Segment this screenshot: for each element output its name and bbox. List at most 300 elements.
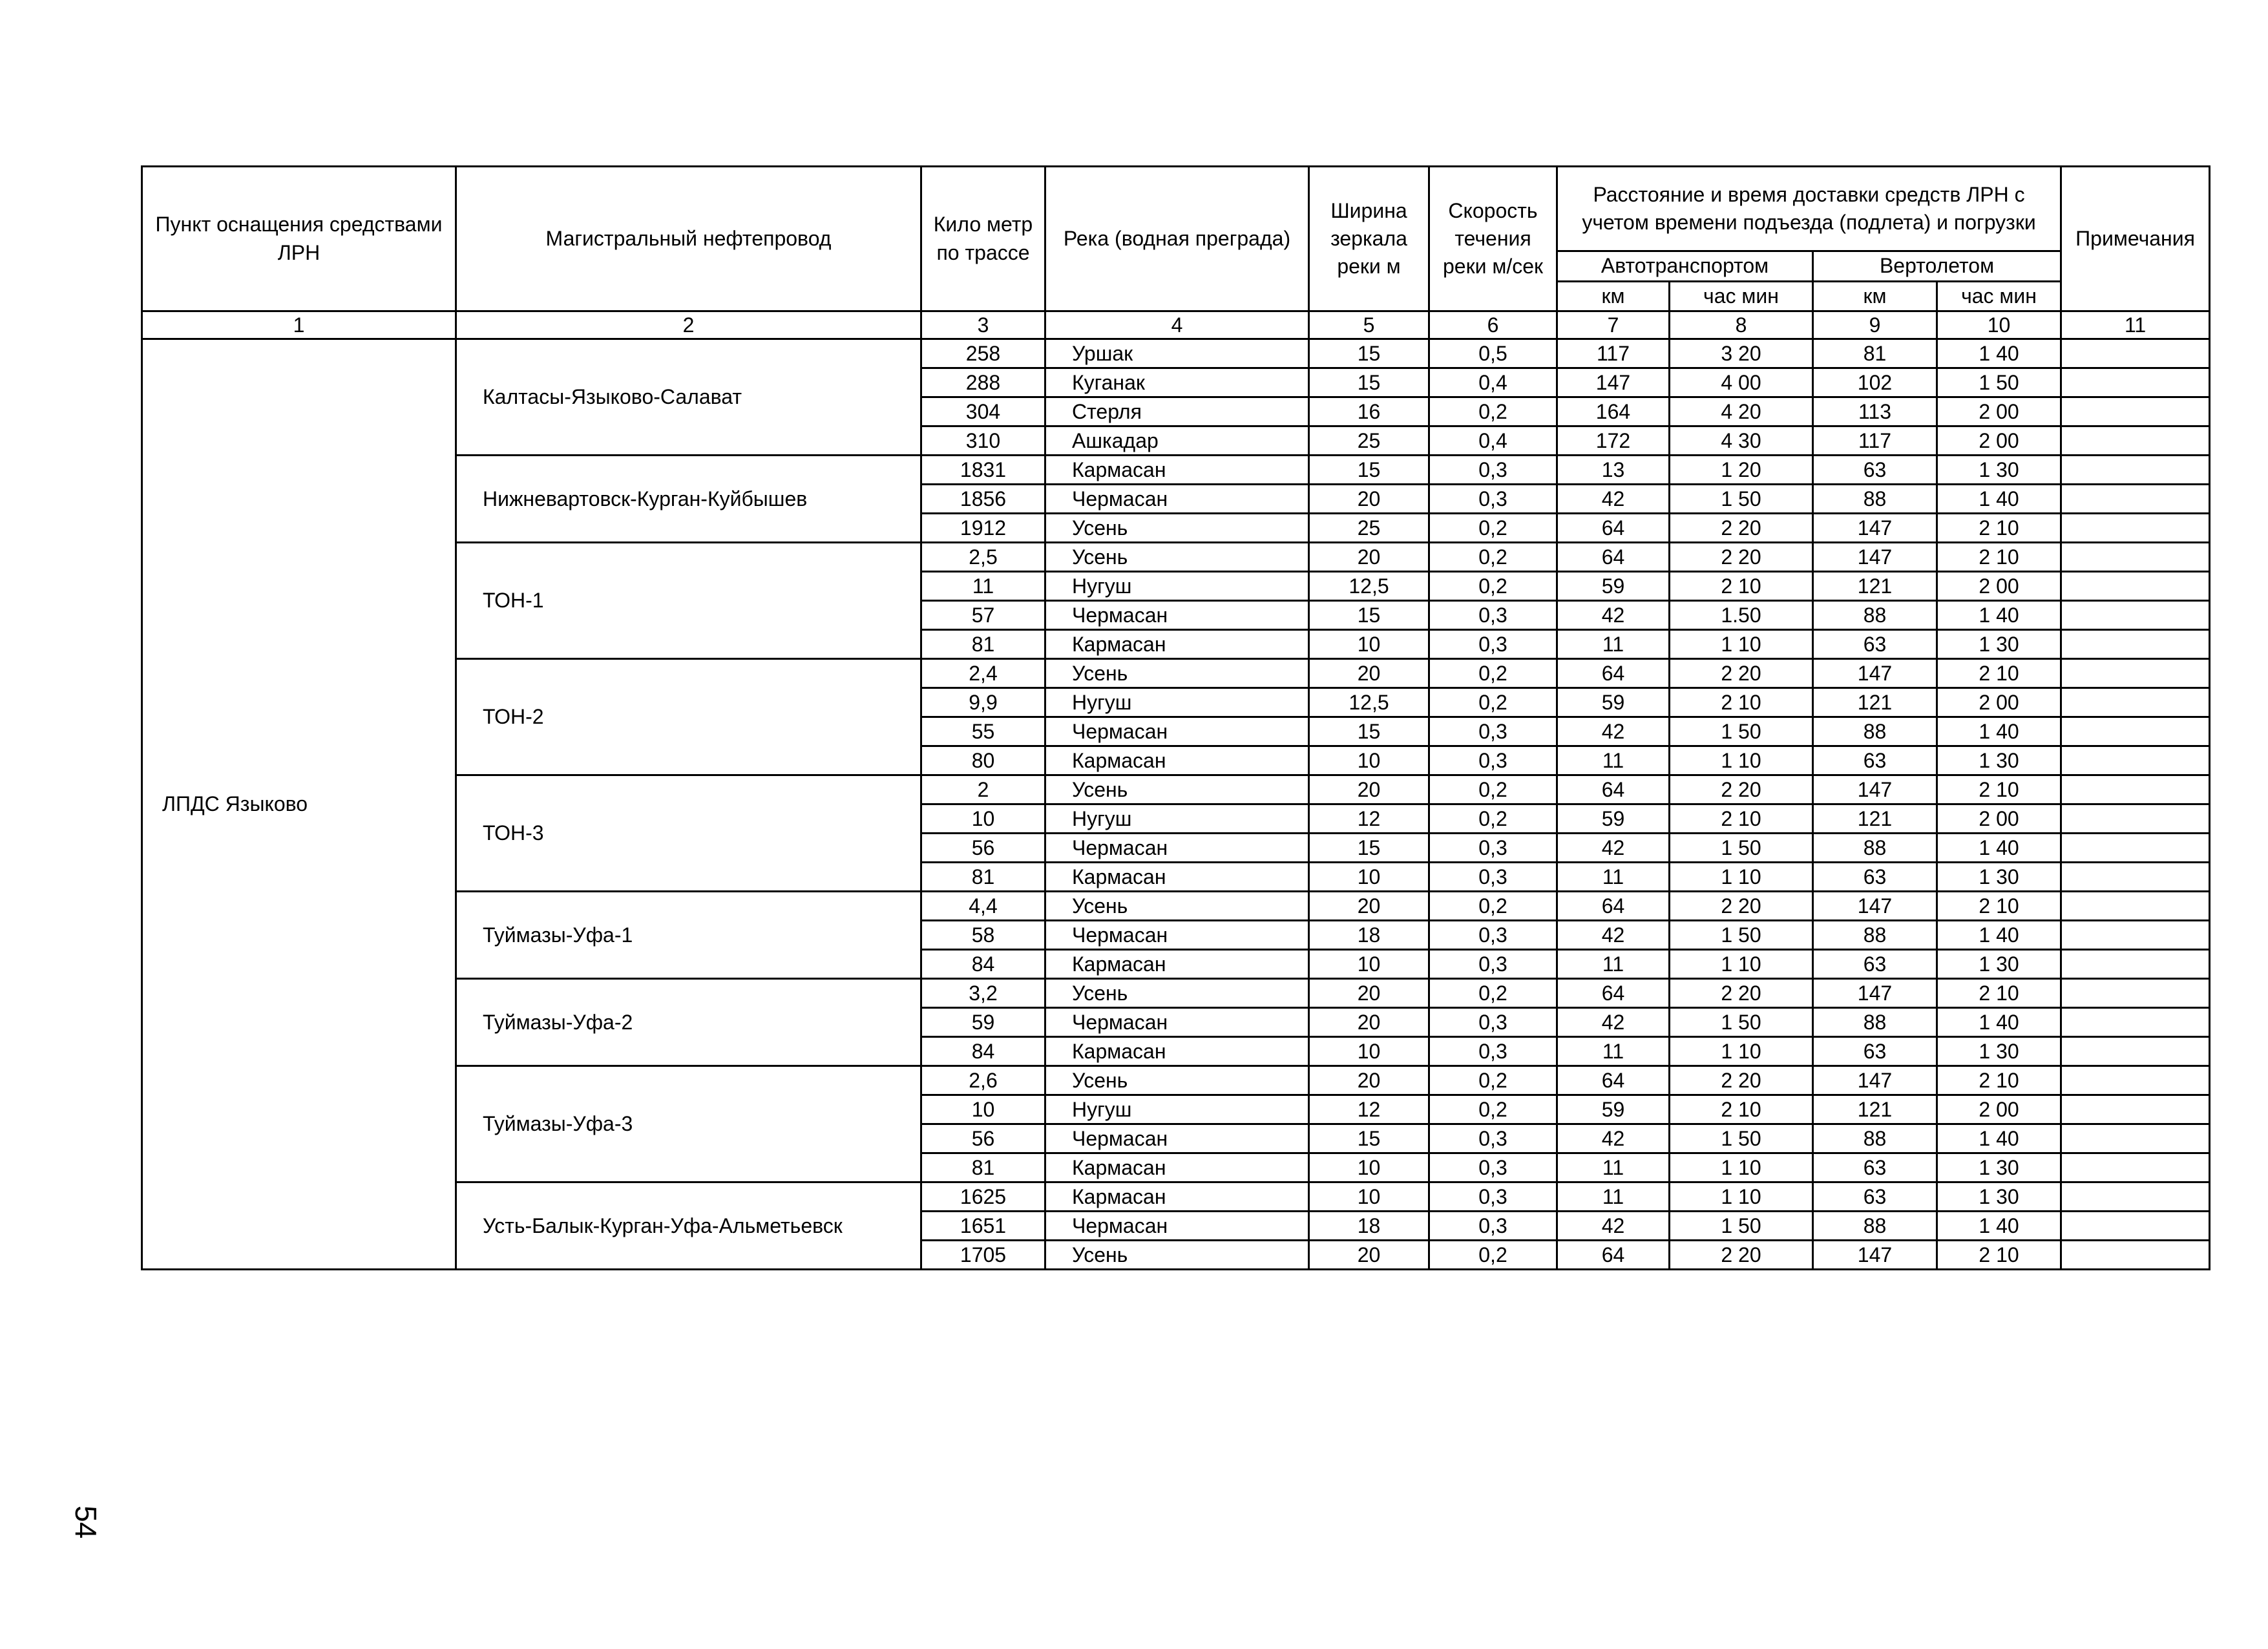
header-notes: Примечания — [2061, 167, 2210, 311]
pipeline-cell: ТОН-1 — [456, 543, 921, 659]
heli-time-cell: 1 30 — [1937, 746, 2061, 775]
river-cell: Нугуш — [1045, 1095, 1309, 1124]
width-cell: 15 — [1309, 456, 1429, 485]
width-cell: 12,5 — [1309, 572, 1429, 601]
notes-cell — [2061, 1182, 2210, 1212]
notes-cell — [2061, 1241, 2210, 1270]
notes-cell — [2061, 368, 2210, 397]
river-cell: Усень — [1045, 775, 1309, 804]
heli-km-cell: 147 — [1813, 892, 1937, 921]
river-cell: Кармасан — [1045, 950, 1309, 979]
notes-cell — [2061, 688, 2210, 717]
km-cell: 258 — [921, 339, 1045, 368]
auto-km-cell: 59 — [1557, 1095, 1670, 1124]
km-cell: 81 — [921, 630, 1045, 659]
auto-km-cell: 172 — [1557, 426, 1670, 456]
auto-time-cell: 2 20 — [1670, 775, 1813, 804]
heli-time-cell: 2 00 — [1937, 397, 2061, 426]
heli-time-cell: 2 10 — [1937, 1241, 2061, 1270]
notes-cell — [2061, 804, 2210, 834]
auto-km-cell: 11 — [1557, 863, 1670, 892]
auto-km-cell: 42 — [1557, 1212, 1670, 1241]
header-delivery-group: Расстояние и время доставки средств ЛРН с учетом времени подъезда (подлета) и погрузки — [1557, 167, 2061, 251]
km-cell: 2 — [921, 775, 1045, 804]
auto-km-cell: 64 — [1557, 775, 1670, 804]
pipeline-cell: Туймазы-Уфа-2 — [456, 979, 921, 1066]
notes-cell — [2061, 1124, 2210, 1153]
speed-cell: 0,2 — [1429, 659, 1557, 688]
river-cell: Куганак — [1045, 368, 1309, 397]
heli-time-cell: 1 30 — [1937, 456, 2061, 485]
heli-time-cell: 1 30 — [1937, 950, 2061, 979]
notes-cell — [2061, 746, 2210, 775]
speed-cell: 0,3 — [1429, 1008, 1557, 1037]
column-number-row — [142, 311, 2210, 339]
notes-cell — [2061, 1008, 2210, 1037]
auto-time-cell: 1 10 — [1670, 1037, 1813, 1066]
auto-time-cell: 1 10 — [1670, 746, 1813, 775]
lrn-table-sheet — [141, 165, 2209, 1270]
speed-cell: 0,5 — [1429, 339, 1557, 368]
speed-cell: 0,3 — [1429, 717, 1557, 746]
speed-cell: 0,2 — [1429, 804, 1557, 834]
pipeline-cell: Туймазы-Уфа-3 — [456, 1066, 921, 1182]
notes-cell — [2061, 659, 2210, 688]
heli-time-cell: 1 30 — [1937, 1182, 2061, 1212]
heli-time-cell: 1 50 — [1937, 368, 2061, 397]
km-cell: 1912 — [921, 514, 1045, 543]
heli-km-cell: 88 — [1813, 834, 1937, 863]
notes-cell — [2061, 834, 2210, 863]
auto-time-cell: 2 20 — [1670, 659, 1813, 688]
heli-km-cell: 121 — [1813, 572, 1937, 601]
speed-cell: 0,3 — [1429, 834, 1557, 863]
heli-km-cell: 63 — [1813, 1037, 1937, 1066]
heli-km-cell: 88 — [1813, 601, 1937, 630]
heli-km-cell: 102 — [1813, 368, 1937, 397]
km-cell: 10 — [921, 1095, 1045, 1124]
notes-cell — [2061, 456, 2210, 485]
width-cell: 10 — [1309, 630, 1429, 659]
auto-time-cell: 1 10 — [1670, 950, 1813, 979]
speed-cell: 0,2 — [1429, 892, 1557, 921]
speed-cell: 0,2 — [1429, 1241, 1557, 1270]
auto-km-cell: 11 — [1557, 630, 1670, 659]
heli-time-cell: 1 40 — [1937, 834, 2061, 863]
heli-time-cell: 1 40 — [1937, 1124, 2061, 1153]
auto-km-cell: 11 — [1557, 950, 1670, 979]
heli-time-cell: 1 40 — [1937, 921, 2061, 950]
km-cell: 288 — [921, 368, 1045, 397]
heli-time-cell: 1 30 — [1937, 1153, 2061, 1182]
width-cell: 15 — [1309, 601, 1429, 630]
speed-cell: 0,3 — [1429, 601, 1557, 630]
speed-cell: 0,3 — [1429, 746, 1557, 775]
km-cell: 1625 — [921, 1182, 1045, 1212]
width-cell: 20 — [1309, 543, 1429, 572]
speed-cell: 0,3 — [1429, 1153, 1557, 1182]
heli-time-cell: 1 40 — [1937, 1008, 2061, 1037]
auto-time-cell: 1 50 — [1670, 717, 1813, 746]
heli-km-cell: 88 — [1813, 921, 1937, 950]
heli-km-cell: 121 — [1813, 1095, 1937, 1124]
auto-time-cell: 2 20 — [1670, 514, 1813, 543]
width-cell: 10 — [1309, 1153, 1429, 1182]
notes-cell — [2061, 921, 2210, 950]
heli-km-cell: 88 — [1813, 1124, 1937, 1153]
heli-km-cell: 63 — [1813, 1153, 1937, 1182]
heli-time-cell: 1 40 — [1937, 339, 2061, 368]
speed-cell: 0,3 — [1429, 1037, 1557, 1066]
notes-cell — [2061, 863, 2210, 892]
auto-km-cell: 64 — [1557, 543, 1670, 572]
heli-km-cell: 121 — [1813, 688, 1937, 717]
km-cell: 56 — [921, 834, 1045, 863]
km-cell: 81 — [921, 863, 1045, 892]
notes-cell — [2061, 397, 2210, 426]
auto-km-cell: 11 — [1557, 1182, 1670, 1212]
notes-cell — [2061, 1212, 2210, 1241]
pipeline-cell: Усть-Балык-Курган-Уфа-Альметьевск — [456, 1182, 921, 1270]
auto-km-cell: 11 — [1557, 1153, 1670, 1182]
notes-cell — [2061, 1095, 2210, 1124]
auto-time-cell: 1.50 — [1670, 601, 1813, 630]
notes-cell — [2061, 514, 2210, 543]
speed-cell: 0,3 — [1429, 456, 1557, 485]
auto-time-cell: 1 10 — [1670, 1182, 1813, 1212]
width-cell: 20 — [1309, 892, 1429, 921]
pipeline-cell: ТОН-3 — [456, 775, 921, 892]
speed-cell: 0,3 — [1429, 630, 1557, 659]
speed-cell: 0,2 — [1429, 775, 1557, 804]
heli-km-cell: 81 — [1813, 339, 1937, 368]
river-cell: Кармасан — [1045, 456, 1309, 485]
notes-cell — [2061, 775, 2210, 804]
header-width: Ширина зеркала реки м — [1309, 167, 1429, 311]
header-station: Пункт оснащения средствами ЛРН — [142, 167, 456, 311]
width-cell: 12 — [1309, 1095, 1429, 1124]
km-cell: 80 — [921, 746, 1045, 775]
auto-km-cell: 64 — [1557, 514, 1670, 543]
auto-km-cell: 64 — [1557, 1066, 1670, 1095]
column-number: 9 — [1813, 311, 1937, 339]
header-auto-time: час мин — [1670, 282, 1813, 311]
heli-time-cell: 2 00 — [1937, 1095, 2061, 1124]
heli-km-cell: 63 — [1813, 1182, 1937, 1212]
river-cell: Уршак — [1045, 339, 1309, 368]
river-cell: Чермасан — [1045, 921, 1309, 950]
heli-km-cell: 88 — [1813, 485, 1937, 514]
km-cell: 56 — [921, 1124, 1045, 1153]
speed-cell: 0,3 — [1429, 1182, 1557, 1212]
heli-km-cell: 88 — [1813, 1008, 1937, 1037]
km-cell: 11 — [921, 572, 1045, 601]
km-cell: 84 — [921, 950, 1045, 979]
km-cell: 59 — [921, 1008, 1045, 1037]
river-cell: Усень — [1045, 1066, 1309, 1095]
heli-time-cell: 2 10 — [1937, 514, 2061, 543]
river-cell: Усень — [1045, 979, 1309, 1008]
heli-time-cell: 1 40 — [1937, 485, 2061, 514]
column-number: 5 — [1309, 311, 1429, 339]
km-cell: 310 — [921, 426, 1045, 456]
header-km: Кило метр по трассе — [921, 167, 1045, 311]
auto-time-cell: 1 50 — [1670, 1008, 1813, 1037]
auto-km-cell: 59 — [1557, 688, 1670, 717]
river-cell: Ашкадар — [1045, 426, 1309, 456]
heli-time-cell: 2 10 — [1937, 659, 2061, 688]
notes-cell — [2061, 892, 2210, 921]
width-cell: 20 — [1309, 979, 1429, 1008]
river-cell: Стерля — [1045, 397, 1309, 426]
notes-cell — [2061, 717, 2210, 746]
speed-cell: 0,3 — [1429, 1212, 1557, 1241]
speed-cell: 0,2 — [1429, 979, 1557, 1008]
auto-km-cell: 59 — [1557, 572, 1670, 601]
heli-km-cell: 147 — [1813, 1066, 1937, 1095]
heli-km-cell: 147 — [1813, 514, 1937, 543]
auto-time-cell: 1 10 — [1670, 863, 1813, 892]
station-cell: ЛПДС Языково — [142, 339, 456, 1270]
width-cell: 20 — [1309, 485, 1429, 514]
auto-time-cell: 4 20 — [1670, 397, 1813, 426]
column-number: 2 — [456, 311, 921, 339]
notes-cell — [2061, 630, 2210, 659]
river-cell: Кармасан — [1045, 1037, 1309, 1066]
heli-km-cell: 117 — [1813, 426, 1937, 456]
river-cell: Чермасан — [1045, 1212, 1309, 1241]
auto-km-cell: 117 — [1557, 339, 1670, 368]
pipeline-cell: Нижневартовск-Курган-Куйбышев — [456, 456, 921, 543]
auto-time-cell: 1 10 — [1670, 1153, 1813, 1182]
speed-cell: 0,2 — [1429, 688, 1557, 717]
speed-cell: 0,3 — [1429, 950, 1557, 979]
river-cell: Чермасан — [1045, 1008, 1309, 1037]
auto-km-cell: 147 — [1557, 368, 1670, 397]
width-cell: 10 — [1309, 746, 1429, 775]
auto-time-cell: 1 50 — [1670, 485, 1813, 514]
notes-cell — [2061, 950, 2210, 979]
heli-km-cell: 147 — [1813, 979, 1937, 1008]
km-cell: 10 — [921, 804, 1045, 834]
speed-cell: 0,4 — [1429, 368, 1557, 397]
auto-time-cell: 2 20 — [1670, 892, 1813, 921]
auto-km-cell: 42 — [1557, 1124, 1670, 1153]
pipeline-cell: ТОН-2 — [456, 659, 921, 775]
heli-km-cell: 88 — [1813, 1212, 1937, 1241]
width-cell: 15 — [1309, 1124, 1429, 1153]
header-pipeline: Магистральный нефтепровод — [456, 167, 921, 311]
width-cell: 25 — [1309, 426, 1429, 456]
heli-time-cell: 1 30 — [1937, 863, 2061, 892]
table-row — [142, 339, 2210, 368]
km-cell: 4,4 — [921, 892, 1045, 921]
heli-km-cell: 147 — [1813, 543, 1937, 572]
width-cell: 10 — [1309, 863, 1429, 892]
auto-time-cell: 1 10 — [1670, 630, 1813, 659]
notes-cell — [2061, 339, 2210, 368]
auto-time-cell: 1 20 — [1670, 456, 1813, 485]
auto-time-cell: 1 50 — [1670, 834, 1813, 863]
speed-cell: 0,2 — [1429, 543, 1557, 572]
heli-time-cell: 2 00 — [1937, 572, 2061, 601]
auto-km-cell: 42 — [1557, 601, 1670, 630]
heli-km-cell: 113 — [1813, 397, 1937, 426]
river-cell: Усень — [1045, 514, 1309, 543]
auto-km-cell: 42 — [1557, 834, 1670, 863]
table-body — [142, 339, 2210, 1270]
river-cell: Кармасан — [1045, 1153, 1309, 1182]
width-cell: 20 — [1309, 1008, 1429, 1037]
column-number: 11 — [2061, 311, 2210, 339]
heli-time-cell: 1 40 — [1937, 717, 2061, 746]
notes-cell — [2061, 979, 2210, 1008]
heli-time-cell: 2 10 — [1937, 979, 2061, 1008]
km-cell: 1856 — [921, 485, 1045, 514]
auto-km-cell: 11 — [1557, 746, 1670, 775]
heli-km-cell: 121 — [1813, 804, 1937, 834]
river-cell: Усень — [1045, 1241, 1309, 1270]
heli-km-cell: 63 — [1813, 630, 1937, 659]
auto-time-cell: 2 10 — [1670, 688, 1813, 717]
heli-km-cell: 63 — [1813, 950, 1937, 979]
heli-time-cell: 1 40 — [1937, 1212, 2061, 1241]
speed-cell: 0,3 — [1429, 863, 1557, 892]
width-cell: 18 — [1309, 1212, 1429, 1241]
km-cell: 3,2 — [921, 979, 1045, 1008]
column-number: 8 — [1670, 311, 1813, 339]
auto-km-cell: 64 — [1557, 1241, 1670, 1270]
notes-cell — [2061, 1066, 2210, 1095]
lrn-delivery-table — [141, 165, 2210, 1270]
auto-time-cell: 1 50 — [1670, 1124, 1813, 1153]
header-speed: Скорость течения реки м/сек — [1429, 167, 1557, 311]
km-cell: 2,4 — [921, 659, 1045, 688]
width-cell: 16 — [1309, 397, 1429, 426]
notes-cell — [2061, 426, 2210, 456]
river-cell: Усень — [1045, 659, 1309, 688]
river-cell: Нугуш — [1045, 688, 1309, 717]
width-cell: 10 — [1309, 1037, 1429, 1066]
header-heli: Вертолетом — [1813, 251, 2061, 282]
heli-time-cell: 2 10 — [1937, 543, 2061, 572]
auto-time-cell: 2 20 — [1670, 979, 1813, 1008]
auto-time-cell: 2 20 — [1670, 1066, 1813, 1095]
width-cell: 25 — [1309, 514, 1429, 543]
auto-km-cell: 13 — [1557, 456, 1670, 485]
speed-cell: 0,2 — [1429, 572, 1557, 601]
km-cell: 2,5 — [921, 543, 1045, 572]
speed-cell: 0,2 — [1429, 397, 1557, 426]
river-cell: Нугуш — [1045, 572, 1309, 601]
column-number: 4 — [1045, 311, 1309, 339]
auto-time-cell: 1 50 — [1670, 1212, 1813, 1241]
km-cell: 81 — [921, 1153, 1045, 1182]
auto-km-cell: 164 — [1557, 397, 1670, 426]
km-cell: 55 — [921, 717, 1045, 746]
heli-time-cell: 1 30 — [1937, 1037, 2061, 1066]
width-cell: 12 — [1309, 804, 1429, 834]
notes-cell — [2061, 1153, 2210, 1182]
page-number: 54 — [69, 1506, 103, 1539]
speed-cell: 0,2 — [1429, 1066, 1557, 1095]
river-cell: Чермасан — [1045, 834, 1309, 863]
header-heli-km: км — [1813, 282, 1937, 311]
width-cell: 20 — [1309, 659, 1429, 688]
auto-time-cell: 2 10 — [1670, 1095, 1813, 1124]
auto-time-cell: 4 00 — [1670, 368, 1813, 397]
heli-time-cell: 2 10 — [1937, 1066, 2061, 1095]
auto-km-cell: 64 — [1557, 659, 1670, 688]
speed-cell: 0,3 — [1429, 485, 1557, 514]
width-cell: 20 — [1309, 775, 1429, 804]
speed-cell: 0,2 — [1429, 1095, 1557, 1124]
river-cell: Нугуш — [1045, 804, 1309, 834]
auto-km-cell: 64 — [1557, 979, 1670, 1008]
km-cell: 58 — [921, 921, 1045, 950]
header-auto: Автотранспортом — [1557, 251, 1813, 282]
heli-time-cell: 2 00 — [1937, 804, 2061, 834]
heli-time-cell: 1 40 — [1937, 601, 2061, 630]
auto-time-cell: 2 20 — [1670, 1241, 1813, 1270]
auto-km-cell: 42 — [1557, 485, 1670, 514]
km-cell: 2,6 — [921, 1066, 1045, 1095]
speed-cell: 0,3 — [1429, 1124, 1557, 1153]
width-cell: 15 — [1309, 339, 1429, 368]
km-cell: 9,9 — [921, 688, 1045, 717]
km-cell: 1831 — [921, 456, 1045, 485]
river-cell: Кармасан — [1045, 863, 1309, 892]
auto-time-cell: 1 50 — [1670, 921, 1813, 950]
pipeline-cell: Туймазы-Уфа-1 — [456, 892, 921, 979]
heli-km-cell: 147 — [1813, 1241, 1937, 1270]
river-cell: Усень — [1045, 543, 1309, 572]
river-cell: Чермасан — [1045, 485, 1309, 514]
column-number: 7 — [1557, 311, 1670, 339]
km-cell: 1651 — [921, 1212, 1045, 1241]
width-cell: 15 — [1309, 717, 1429, 746]
notes-cell — [2061, 1037, 2210, 1066]
heli-time-cell: 2 10 — [1937, 892, 2061, 921]
river-cell: Кармасан — [1045, 746, 1309, 775]
heli-time-cell: 2 00 — [1937, 688, 2061, 717]
auto-km-cell: 11 — [1557, 1037, 1670, 1066]
auto-time-cell: 2 10 — [1670, 572, 1813, 601]
notes-cell — [2061, 485, 2210, 514]
river-cell: Чермасан — [1045, 1124, 1309, 1153]
river-cell: Чермасан — [1045, 601, 1309, 630]
heli-time-cell: 2 10 — [1937, 775, 2061, 804]
heli-km-cell: 63 — [1813, 456, 1937, 485]
width-cell: 20 — [1309, 1066, 1429, 1095]
header-heli-time: час мин — [1937, 282, 2061, 311]
heli-km-cell: 147 — [1813, 775, 1937, 804]
column-number: 3 — [921, 311, 1045, 339]
width-cell: 10 — [1309, 1182, 1429, 1212]
column-number: 10 — [1937, 311, 2061, 339]
auto-time-cell: 4 30 — [1670, 426, 1813, 456]
width-cell: 15 — [1309, 368, 1429, 397]
width-cell: 15 — [1309, 834, 1429, 863]
river-cell: Кармасан — [1045, 1182, 1309, 1212]
heli-km-cell: 63 — [1813, 863, 1937, 892]
width-cell: 10 — [1309, 950, 1429, 979]
auto-km-cell: 64 — [1557, 892, 1670, 921]
column-number: 1 — [142, 311, 456, 339]
auto-km-cell: 42 — [1557, 717, 1670, 746]
width-cell: 12,5 — [1309, 688, 1429, 717]
width-cell: 18 — [1309, 921, 1429, 950]
